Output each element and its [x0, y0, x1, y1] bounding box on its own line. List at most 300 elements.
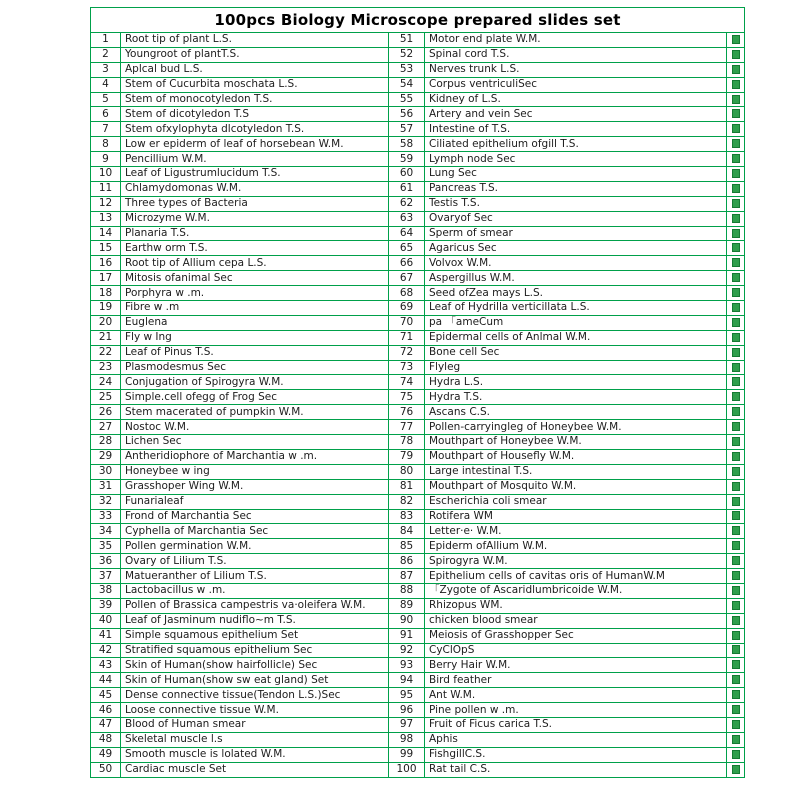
slide-label: Spinal cord T.S. [425, 47, 727, 62]
slide-label: Antheridiophore of Marchantia w .m. [121, 449, 389, 464]
slide-number: 100 [389, 762, 425, 777]
slide-label: Rotifera WM [425, 509, 727, 524]
slide-label: Rhizopus WM. [425, 598, 727, 613]
slide-label: Aspergillus W.M. [425, 271, 727, 286]
green-marker-icon [732, 377, 740, 386]
table-row [91, 420, 745, 435]
marker-cell [727, 330, 745, 345]
marker-cell [727, 390, 745, 405]
marker-cell [727, 583, 745, 598]
slide-label: Three types of Bacteria [121, 196, 389, 211]
slide-label: Root tip of Allium cepa L.S. [121, 256, 389, 271]
table-row [91, 613, 745, 628]
slide-number: 60 [389, 167, 425, 182]
slides-rows [91, 33, 745, 778]
slide-number: 56 [389, 107, 425, 122]
slide-number: 46 [91, 703, 121, 718]
slide-label: Leaf of Hydrilla verticillata L.S. [425, 301, 727, 316]
table-row [91, 152, 745, 167]
slide-label: Escherichia coli smear [425, 494, 727, 509]
marker-cell [727, 554, 745, 569]
slide-number: 47 [91, 717, 121, 732]
slide-number: 25 [91, 390, 121, 405]
slide-label: Ant W.M. [425, 688, 727, 703]
marker-cell [727, 47, 745, 62]
slide-label: Funarialeaf [121, 494, 389, 509]
slide-label: Stem of Cucurbita moschata L.S. [121, 77, 389, 92]
title-row [91, 8, 745, 33]
slide-number: 9 [91, 152, 121, 167]
slide-label: Matueranther of Lilium T.S. [121, 569, 389, 584]
slide-number: 48 [91, 732, 121, 747]
slide-label: Youngroot of plantT.S. [121, 47, 389, 62]
table-row [91, 345, 745, 360]
table-row [91, 569, 745, 584]
marker-cell [727, 628, 745, 643]
table-row [91, 301, 745, 316]
marker-cell [727, 271, 745, 286]
slide-label: Motor end plate W.M. [425, 33, 727, 48]
green-marker-icon [732, 80, 740, 89]
green-marker-icon [732, 333, 740, 342]
slide-label: Aphis [425, 732, 727, 747]
green-marker-icon [732, 318, 740, 327]
slide-label: pa 「ameCum [425, 315, 727, 330]
slide-number: 97 [389, 717, 425, 732]
slide-number: 13 [91, 211, 121, 226]
green-marker-icon [732, 348, 740, 357]
table-row [91, 643, 745, 658]
table-row [91, 464, 745, 479]
slide-number: 3 [91, 62, 121, 77]
slide-label: Ascans C.S. [425, 405, 727, 420]
slide-label: Smooth muscle is lolated W.M. [121, 747, 389, 762]
slide-number: 27 [91, 420, 121, 435]
slide-number: 57 [389, 122, 425, 137]
slide-label: Meiosis of Grasshopper Sec [425, 628, 727, 643]
marker-cell [727, 479, 745, 494]
slide-label: Stem of dicotyledon T.S [121, 107, 389, 122]
green-marker-icon [732, 392, 740, 401]
table-row [91, 539, 745, 554]
slide-label: Bird feather [425, 673, 727, 688]
green-marker-icon [732, 497, 740, 506]
table-row [91, 628, 745, 643]
marker-cell [727, 62, 745, 77]
slide-number: 76 [389, 405, 425, 420]
slide-number: 33 [91, 509, 121, 524]
table-row [91, 122, 745, 137]
marker-cell [727, 152, 745, 167]
green-marker-icon [732, 50, 740, 59]
slide-number: 31 [91, 479, 121, 494]
green-marker-icon [732, 109, 740, 118]
marker-cell [727, 747, 745, 762]
marker-cell [727, 345, 745, 360]
slide-number: 89 [389, 598, 425, 613]
slide-number: 62 [389, 196, 425, 211]
slide-label: Skeletal muscle l.s [121, 732, 389, 747]
slide-label: Epidermal cells of Anlmal W.M. [425, 330, 727, 345]
table-row [91, 181, 745, 196]
slide-label: Artery and vein Sec [425, 107, 727, 122]
slides-sheet [90, 7, 744, 778]
marker-cell [727, 688, 745, 703]
slide-number: 81 [389, 479, 425, 494]
slide-number: 74 [389, 375, 425, 390]
slide-number: 85 [389, 539, 425, 554]
slide-label: Large intestinal T.S. [425, 464, 727, 479]
slide-label: Intestine of T.S. [425, 122, 727, 137]
slide-number: 1 [91, 33, 121, 48]
slide-number: 30 [91, 464, 121, 479]
table-row [91, 92, 745, 107]
slide-number: 40 [91, 613, 121, 628]
green-marker-icon [732, 482, 740, 491]
slide-number: 41 [91, 628, 121, 643]
slide-label: Agaricus Sec [425, 241, 727, 256]
table-row [91, 256, 745, 271]
slide-number: 16 [91, 256, 121, 271]
slide-label: Planaria T.S. [121, 226, 389, 241]
slide-label: Lymph node Sec [425, 152, 727, 167]
slide-number: 7 [91, 122, 121, 137]
green-marker-icon [732, 586, 740, 595]
green-marker-icon [732, 65, 740, 74]
slide-label: Root tip of plant L.S. [121, 33, 389, 48]
slide-label: Spirogyra W.M. [425, 554, 727, 569]
slide-number: 45 [91, 688, 121, 703]
green-marker-icon [732, 124, 740, 133]
marker-cell [727, 435, 745, 450]
slide-number: 84 [389, 524, 425, 539]
slide-label: Pancreas T.S. [425, 181, 727, 196]
marker-cell [727, 107, 745, 122]
marker-cell [727, 464, 745, 479]
slide-label: Lactobacillus w .m. [121, 583, 389, 598]
slide-label: Stem of monocotyledon T.S. [121, 92, 389, 107]
slide-label: Loose connective tissue W.M. [121, 703, 389, 718]
slide-label: Grasshoper Wing W.M. [121, 479, 389, 494]
table-row [91, 286, 745, 301]
slide-number: 61 [389, 181, 425, 196]
table-row [91, 449, 745, 464]
slide-number: 70 [389, 315, 425, 330]
table-row [91, 375, 745, 390]
slide-label: Fruit of Ficus carica T.S. [425, 717, 727, 732]
marker-cell [727, 33, 745, 48]
slide-number: 66 [389, 256, 425, 271]
table-row [91, 688, 745, 703]
slide-label: Blood of Human smear [121, 717, 389, 732]
green-marker-icon [732, 601, 740, 610]
table-row [91, 315, 745, 330]
slide-number: 54 [389, 77, 425, 92]
slide-number: 19 [91, 301, 121, 316]
slide-label: Hydra L.S. [425, 375, 727, 390]
green-marker-icon [732, 735, 740, 744]
slide-number: 49 [91, 747, 121, 762]
marker-cell [727, 494, 745, 509]
marker-cell [727, 762, 745, 777]
slide-number: 90 [389, 613, 425, 628]
slide-number: 36 [91, 554, 121, 569]
green-marker-icon [732, 243, 740, 252]
slide-number: 39 [91, 598, 121, 613]
marker-cell [727, 226, 745, 241]
slide-number: 98 [389, 732, 425, 747]
marker-cell [727, 643, 745, 658]
green-marker-icon [732, 288, 740, 297]
slide-number: 58 [389, 137, 425, 152]
marker-cell [727, 539, 745, 554]
table-row [91, 62, 745, 77]
slide-label: Epiderm ofAllium W.M. [425, 539, 727, 554]
marker-cell [727, 420, 745, 435]
slide-label: Rat tail C.S. [425, 762, 727, 777]
slide-number: 22 [91, 345, 121, 360]
slide-label: Honeybee w ing [121, 464, 389, 479]
slide-number: 2 [91, 47, 121, 62]
slide-number: 12 [91, 196, 121, 211]
green-marker-icon [732, 616, 740, 625]
slide-number: 32 [91, 494, 121, 509]
green-marker-icon [732, 750, 740, 759]
slide-label: Ciliated epithelium ofgill T.S. [425, 137, 727, 152]
marker-cell [727, 92, 745, 107]
green-marker-icon [732, 169, 740, 178]
marker-cell [727, 375, 745, 390]
table-row [91, 717, 745, 732]
slide-number: 8 [91, 137, 121, 152]
green-marker-icon [732, 720, 740, 729]
slide-label: Leaf of Ligustrumlucidum T.S. [121, 167, 389, 182]
table-row [91, 360, 745, 375]
slide-number: 10 [91, 167, 121, 182]
green-marker-icon [732, 556, 740, 565]
table-row [91, 33, 745, 48]
slide-number: 11 [91, 181, 121, 196]
slide-label: FishgillC.S. [425, 747, 727, 762]
slide-label: Pencillium W.M. [121, 152, 389, 167]
slide-label: Mouthpart of Honeybee W.M. [425, 435, 727, 450]
slide-label: Fibre w .m [121, 301, 389, 316]
page-title: 100pcs Biology Microscope prepared slides set [91, 8, 745, 33]
green-marker-icon [732, 452, 740, 461]
slide-label: Leaf of Jasminum nudiflo~m T.S. [121, 613, 389, 628]
slide-label: Bone cell Sec [425, 345, 727, 360]
slide-number: 82 [389, 494, 425, 509]
marker-cell [727, 241, 745, 256]
marker-cell [727, 286, 745, 301]
slide-label: Porphyra w .m. [121, 286, 389, 301]
slide-number: 93 [389, 658, 425, 673]
slide-number: 77 [389, 420, 425, 435]
slide-number: 14 [91, 226, 121, 241]
slide-number: 37 [91, 569, 121, 584]
slide-number: 21 [91, 330, 121, 345]
marker-cell [727, 524, 745, 539]
marker-cell [727, 181, 745, 196]
slide-number: 18 [91, 286, 121, 301]
slide-number: 99 [389, 747, 425, 762]
slide-label: Fly w Ing [121, 330, 389, 345]
slide-label: Corpus ventriculiSec [425, 77, 727, 92]
green-marker-icon [732, 467, 740, 476]
slide-number: 24 [91, 375, 121, 390]
green-marker-icon [732, 199, 740, 208]
slide-number: 17 [91, 271, 121, 286]
table-row [91, 658, 745, 673]
table-row [91, 241, 745, 256]
slide-number: 67 [389, 271, 425, 286]
slide-number: 63 [389, 211, 425, 226]
table-row [91, 494, 745, 509]
slide-number: 43 [91, 658, 121, 673]
slide-label: Leaf of Pinus T.S. [121, 345, 389, 360]
slide-label: Chlamydomonas W.M. [121, 181, 389, 196]
green-marker-icon [732, 184, 740, 193]
table-row [91, 732, 745, 747]
slide-number: 68 [389, 286, 425, 301]
green-marker-icon [732, 229, 740, 238]
green-marker-icon [732, 422, 740, 431]
table-row [91, 509, 745, 524]
marker-cell [727, 167, 745, 182]
slide-label: Simple squamous epithelium Set [121, 628, 389, 643]
green-marker-icon [732, 273, 740, 282]
slide-number: 42 [91, 643, 121, 658]
slide-label: Letter·e· W.M. [425, 524, 727, 539]
marker-cell [727, 732, 745, 747]
table-row [91, 554, 745, 569]
green-marker-icon [732, 437, 740, 446]
marker-cell [727, 137, 745, 152]
slide-number: 73 [389, 360, 425, 375]
slide-label: Aplcal bud L.S. [121, 62, 389, 77]
slide-number: 65 [389, 241, 425, 256]
green-marker-icon [732, 214, 740, 223]
slide-label: Euglena [121, 315, 389, 330]
green-marker-icon [732, 660, 740, 669]
marker-cell [727, 405, 745, 420]
table-row [91, 405, 745, 420]
slide-label: Pine pollen w .m. [425, 703, 727, 718]
slide-label: 「Zygote of Ascaridlumbricoide W.M. [425, 583, 727, 598]
slide-number: 91 [389, 628, 425, 643]
slide-number: 4 [91, 77, 121, 92]
slide-number: 59 [389, 152, 425, 167]
marker-cell [727, 598, 745, 613]
green-marker-icon [732, 690, 740, 699]
slide-label: Skin of Human(show hairfollicle) Sec [121, 658, 389, 673]
marker-cell [727, 122, 745, 137]
slide-number: 20 [91, 315, 121, 330]
slide-number: 95 [389, 688, 425, 703]
slide-label: Pollen of Brassica campestris va·oleifera W.M. [121, 598, 389, 613]
marker-cell [727, 360, 745, 375]
slide-number: 96 [389, 703, 425, 718]
green-marker-icon [732, 511, 740, 520]
table-row [91, 703, 745, 718]
marker-cell [727, 703, 745, 718]
green-marker-icon [732, 303, 740, 312]
slide-label: Pollen-carryingleg of Honeybee W.M. [425, 420, 727, 435]
slide-number: 52 [389, 47, 425, 62]
green-marker-icon [732, 258, 740, 267]
slide-label: Mitosis ofanimal Sec [121, 271, 389, 286]
slide-label: Seed ofZea mays L.S. [425, 286, 727, 301]
table-row [91, 598, 745, 613]
slide-number: 28 [91, 435, 121, 450]
slide-label: Mouthpart of Mosquito W.M. [425, 479, 727, 494]
slide-number: 26 [91, 405, 121, 420]
green-marker-icon [732, 765, 740, 774]
marker-cell [727, 613, 745, 628]
table-row [91, 673, 745, 688]
slide-label: Flyleg [425, 360, 727, 375]
slide-number: 75 [389, 390, 425, 405]
slide-number: 86 [389, 554, 425, 569]
slide-label: Dense connective tissue(Tendon L.S.)Sec [121, 688, 389, 703]
slide-number: 80 [389, 464, 425, 479]
slide-number: 38 [91, 583, 121, 598]
slide-label: Mouthpart of Housefly W.M. [425, 449, 727, 464]
slide-number: 72 [389, 345, 425, 360]
slide-label: Low er epiderm of leaf of horsebean W.M. [121, 137, 389, 152]
marker-cell [727, 658, 745, 673]
slide-number: 5 [91, 92, 121, 107]
table-row [91, 524, 745, 539]
slide-number: 79 [389, 449, 425, 464]
marker-cell [727, 77, 745, 92]
slide-label: Simple.cell ofegg of Frog Sec [121, 390, 389, 405]
slide-number: 71 [389, 330, 425, 345]
slide-label: Skin of Human(show sw eat gland) Set [121, 673, 389, 688]
slide-number: 55 [389, 92, 425, 107]
green-marker-icon [732, 95, 740, 104]
slide-number: 53 [389, 62, 425, 77]
table-row [91, 390, 745, 405]
table-row [91, 77, 745, 92]
slide-label: Stem macerated of pumpkin W.M. [121, 405, 389, 420]
table-row [91, 330, 745, 345]
slide-number: 88 [389, 583, 425, 598]
table-row [91, 762, 745, 777]
slide-label: Frond of Marchantia Sec [121, 509, 389, 524]
slide-label: CyClOpS [425, 643, 727, 658]
slide-number: 50 [91, 762, 121, 777]
green-marker-icon [732, 407, 740, 416]
slide-label: Volvox W.M. [425, 256, 727, 271]
green-marker-icon [732, 363, 740, 372]
slide-label: Nostoc W.M. [121, 420, 389, 435]
slide-label: Stratified squamous epithelium Sec [121, 643, 389, 658]
slide-label: Hydra T.S. [425, 390, 727, 405]
slide-label: Ovary of Lilium T.S. [121, 554, 389, 569]
marker-cell [727, 211, 745, 226]
slide-number: 83 [389, 509, 425, 524]
slide-number: 34 [91, 524, 121, 539]
slide-label: Nerves trunk L.S. [425, 62, 727, 77]
slide-label: Cardiac muscle Set [121, 762, 389, 777]
slide-number: 87 [389, 569, 425, 584]
slide-label: Lung Sec [425, 167, 727, 182]
slide-number: 69 [389, 301, 425, 316]
slide-number: 44 [91, 673, 121, 688]
table-row [91, 167, 745, 182]
slide-label: chicken blood smear [425, 613, 727, 628]
